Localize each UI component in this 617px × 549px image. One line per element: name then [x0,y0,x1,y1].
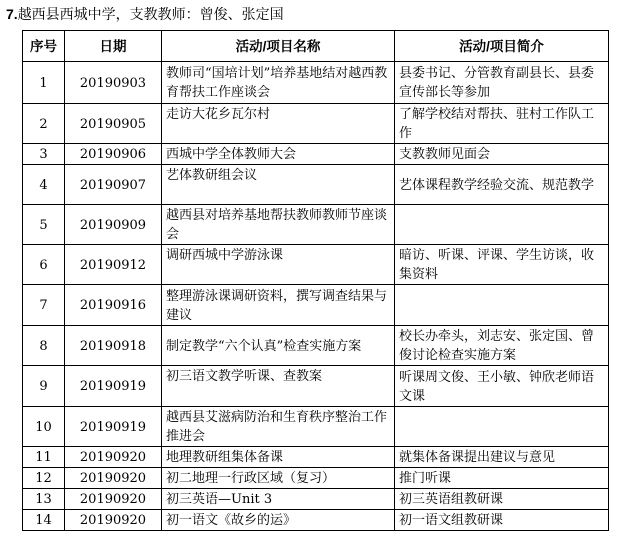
cell-brief: 暗访、听课、评课、学生访谈，收集资料 [395,245,609,285]
cell-date: 20190909 [65,205,162,245]
cell-brief: 听课周文俊、王小敏、钟欣老师语文课 [395,366,609,407]
cell-name: 初三英语—Unit 3 [162,489,395,510]
cell-date: 20190920 [65,510,162,531]
cell-name: 越西县艾滋病防治和生育秩序整治工作推进会 [162,407,395,447]
cell-seq: 2 [23,104,65,144]
activity-table [22,30,609,531]
cell-name: 教师司“国培计划”培养基地结对越西教育帮扶工作座谈会 [162,62,395,104]
cell-name: 越西县对培养基地帮扶教师教师节座谈会 [162,205,395,245]
header-row [23,31,609,62]
cell-brief: 校长办牵头，刘志安、张定国、曾俊讨论检查实施方案 [395,326,609,366]
cell-date: 20190906 [65,144,162,165]
header-date: 日期 [65,31,162,62]
table-row [23,104,609,144]
cell-seq: 7 [23,285,65,326]
cell-brief [395,205,609,245]
table-row [23,205,609,245]
header-brief: 活动/项目简介 [395,31,609,62]
table-row [23,165,609,205]
cell-seq: 14 [23,510,65,531]
cell-date: 20190905 [65,104,162,144]
cell-date: 20190918 [65,326,162,366]
cell-name: 整理游泳课调研资料，撰写调查结果与建议 [162,285,395,326]
cell-name: 初一语文《故乡的运》 [162,510,395,531]
cell-date: 20190920 [65,468,162,489]
cell-name: 初三语文教学听课、查教案 [162,366,395,407]
caption-text: 越西县西城中学，支教教师：曾俊、张定国 [17,7,284,23]
table-caption [6,3,284,25]
cell-name: 西城中学全体教师大会 [162,144,395,165]
cell-brief: 推门听课 [395,468,609,489]
cell-brief [395,285,609,326]
cell-brief: 了解学校结对帮扶、驻村工作队工作 [395,104,609,144]
cell-name: 艺体教研组会议 [162,165,395,205]
table-row [23,366,609,407]
cell-date: 20190912 [65,245,162,285]
table-row [23,447,609,468]
table-row [23,144,609,165]
caption-number: 7. [6,6,18,22]
cell-name: 制定教学“六个认真”检查实施方案 [162,326,395,366]
cell-name: 走访大花乡瓦尔村 [162,104,395,144]
cell-seq: 9 [23,366,65,407]
cell-seq: 10 [23,407,65,447]
cell-date: 20190920 [65,489,162,510]
cell-name: 地理教研组集体备课 [162,447,395,468]
cell-brief: 初一语文组教研课 [395,510,609,531]
table-row [23,468,609,489]
header-name: 活动/项目名称 [162,31,395,62]
cell-brief: 县委书记、分管教育副县长、县委宣传部长等参加 [395,62,609,104]
cell-date: 20190907 [65,165,162,205]
table-row [23,407,609,447]
cell-seq: 5 [23,205,65,245]
cell-date: 20190916 [65,285,162,326]
table-row [23,62,609,104]
cell-brief: 初三英语组教研课 [395,489,609,510]
cell-brief [395,407,609,447]
cell-seq: 11 [23,447,65,468]
header-seq: 序号 [23,31,65,62]
cell-brief: 就集体备课提出建议与意见 [395,447,609,468]
cell-date: 20190903 [65,62,162,104]
table-row [23,326,609,366]
cell-seq: 13 [23,489,65,510]
cell-name: 调研西城中学游泳课 [162,245,395,285]
cell-seq: 1 [23,62,65,104]
table-row [23,489,609,510]
cell-seq: 4 [23,165,65,205]
cell-brief: 支教教师见面会 [395,144,609,165]
cell-name: 初二地理一行政区域（复习） [162,468,395,489]
cell-date: 20190920 [65,447,162,468]
table-row [23,510,609,531]
cell-date: 20190919 [65,366,162,407]
table-row [23,285,609,326]
cell-seq: 8 [23,326,65,366]
cell-seq: 6 [23,245,65,285]
cell-brief: 艺体课程教学经验交流、规范教学 [395,165,609,205]
cell-date: 20190919 [65,407,162,447]
cell-seq: 12 [23,468,65,489]
cell-seq: 3 [23,144,65,165]
table-row [23,245,609,285]
